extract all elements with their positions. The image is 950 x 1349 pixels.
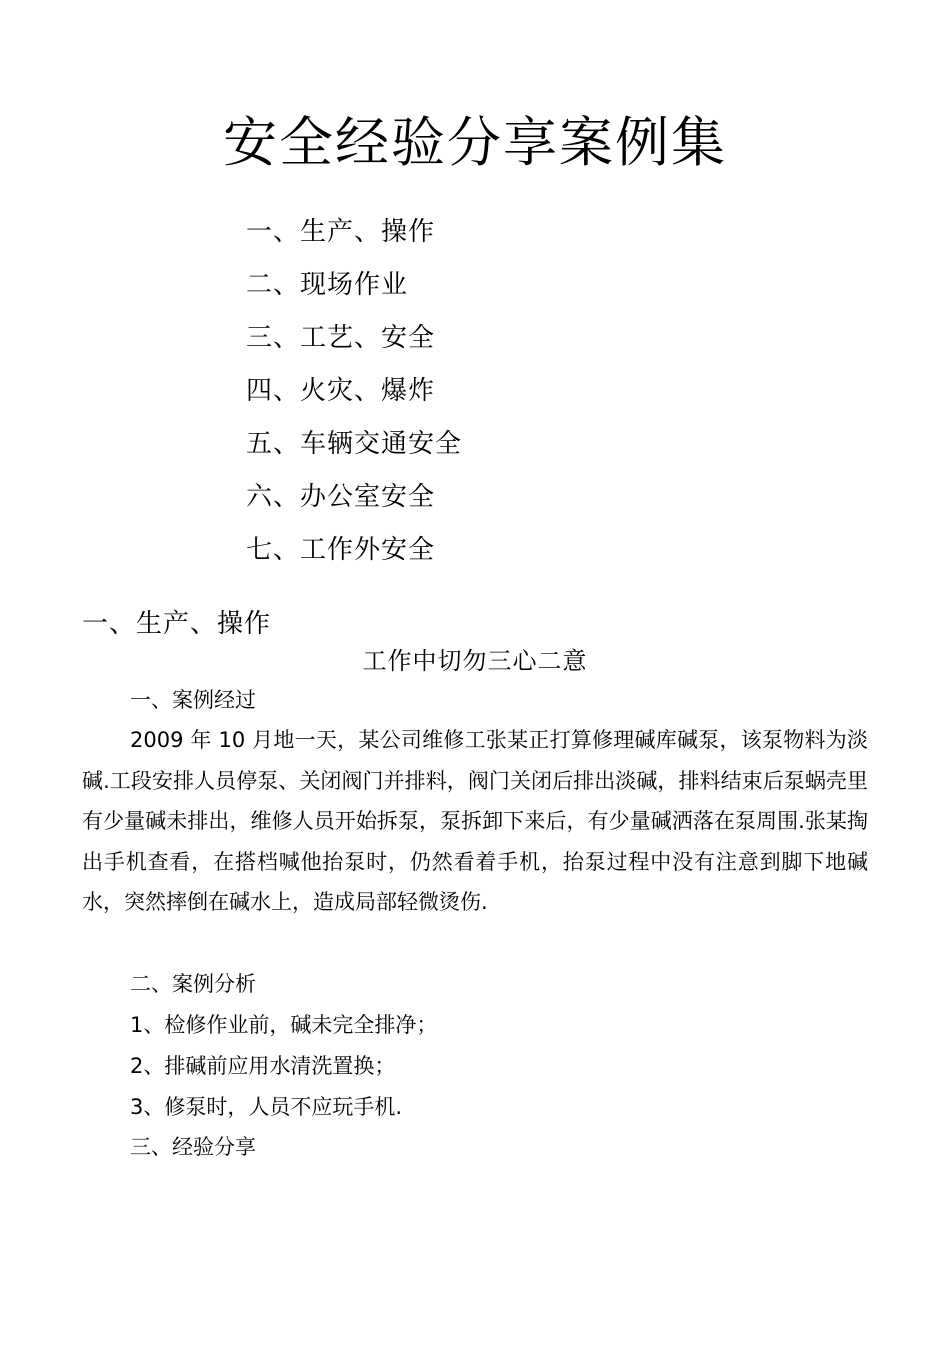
table-of-contents: [246, 206, 462, 577]
toc-item: 一、生产、操作: [246, 217, 436, 247]
toc-item: 五、车辆交通安全: [246, 429, 463, 459]
case-title: 工作中切勿三心二意: [362, 647, 588, 675]
analysis-item: 3、修泵时，人员不应玩手机.: [130, 1095, 403, 1119]
case-part3-heading: 三、经验分享: [130, 1135, 256, 1159]
toc-item: 二、现场作业: [246, 270, 409, 300]
toc-item: 三、工艺、安全: [246, 323, 436, 353]
toc-item: 七、工作外安全: [246, 535, 436, 565]
section-heading: 一、生产、操作: [82, 609, 272, 639]
case-part1-heading: 一、案例经过: [130, 688, 256, 712]
analysis-item: 2、排碱前应用水清洗置换；: [130, 1054, 396, 1078]
toc-item: 六、办公室安全: [246, 482, 436, 512]
document-title: 安全经验分享案例集: [223, 111, 727, 174]
analysis-item: 1、检修作业前，碱未完全排净；: [130, 1013, 438, 1037]
case-narrative-paragraph: 2009 年 10 月地一天，某公司维修工张某正打算修理碱库碱泵，该泵物料为淡碱.工段安排人员停泵、关闭阀门并排料，阀门关闭后排出淡碱，排料结束后泵蜗壳里有少量碱未排出，维修人员开始拆泵，泵拆卸下来后，有少量碱洒落在泵周围.张某掏出手机查看，在搭档喊他抬泵时，仍然看着手机，抬泵过程中没有注意到脚下地碱水，突然摔倒在碱水上，造成局部轻微烫伤.: [82, 728, 868, 914]
toc-item: 四、火灾、爆炸: [246, 376, 436, 406]
case-part2-heading: 二、案例分析: [130, 972, 256, 996]
